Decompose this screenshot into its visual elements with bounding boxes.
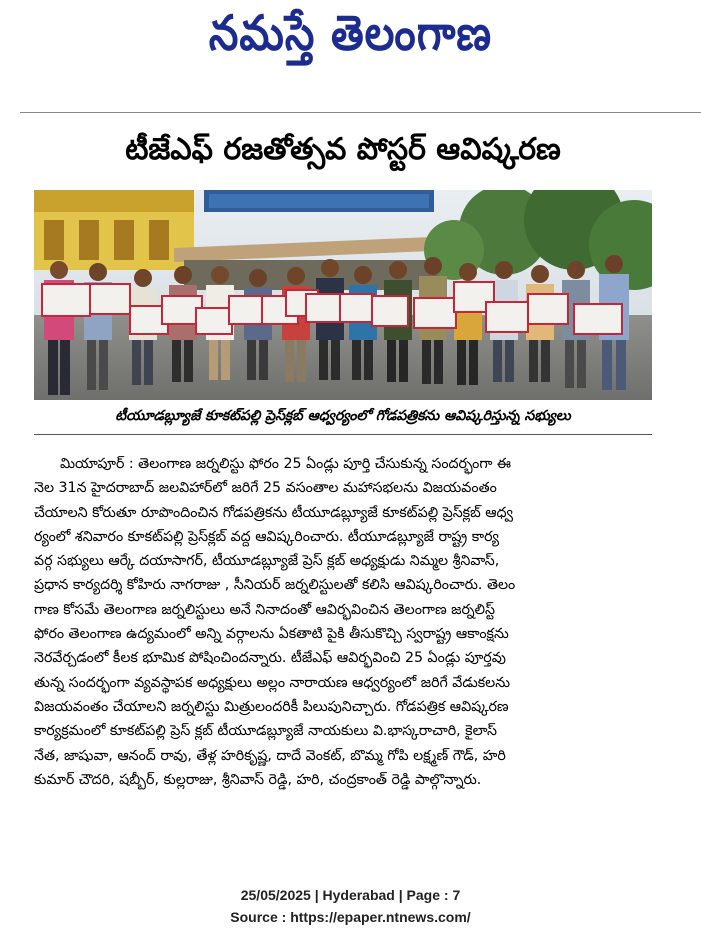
footer-source: Source : https://epaper.ntnews.com/ — [230, 909, 471, 925]
article-line: విజయవంతం చేయాలని జర్నలిస్టు మిత్రులందరికీ పిలుపునిచ్చారు. గోడపత్రిక ఆవిష్కరణ — [34, 698, 509, 715]
article-line: నెరవేర్చడంలో కీలక భూమిక పోషించిందన్నారు. టీజేఎఫ్ ఆవిర్భవించి 25 ఏండ్లు పూర్తవు — [34, 650, 506, 667]
article-headline — [33, 128, 653, 178]
headline-text: టీజేఎఫ్ రజతోత్సవ పోస్టర్ ఆవిష్కరణ — [125, 132, 561, 167]
article-line: గాణ కోసమే తెలంగాణ జర్నలిస్టులు అనే నినాదంతో ఆవిర్భవించిన తెలంగాణ జర్నలిస్ట్ — [34, 601, 495, 618]
article-line: కుమార్ చౌదరి, షబ్బీర్, కుల్లరాజు, శ్రీనివాస్ రెడ్డి, హరి, చంద్రకాంత్ రెడ్డి పాల్గొన్నారు. — [34, 771, 482, 788]
photo-caption — [34, 402, 652, 432]
photo-illustration — [34, 190, 652, 400]
article-line: నెల 31న హైదరాబాద్ జలవిహార్‌లో జరిగే 25 వసంతాల మహాసభలను విజయవంతం — [34, 480, 497, 497]
header-divider — [20, 112, 701, 113]
caption-divider — [34, 434, 652, 435]
article-line: తున్న సందర్భంగా వ్యవస్థాపక అధ్యక్షులు అల్లం నారాయణ ఆధ్వర్యంలో జరిగే వేడుకలను — [34, 674, 511, 691]
article-line: చేయాలని కోరుతూ రూపొందించిన గోడపత్రికను టీయూడబ్ల్యూజే కూకట్‌పల్లి ప్రెస్‌క్లబ్ ఆధ్వ — [34, 504, 513, 521]
article-line: ర్యంలో శనివారం కూకట్‌పల్లి ప్రెస్‌క్లబ్ వద్ద ఆవిష్కరించారు. టీయూడబ్ల్యూజే రాష్ట్ర కార్య — [34, 528, 499, 545]
article-line: ఫోరం తెలంగాణ ఉద్యమంలో అన్ని వర్గాలను ఏకతాటి పైకి తీసుకొచ్చి స్వరాష్ట్ర ఆకాంక్షను — [34, 626, 509, 643]
footer-date-location: 25/05/2025 | Hyderabad | Page : 7 — [240, 887, 461, 903]
masthead-title: నమస్తే తెలంగాణ — [208, 4, 493, 61]
article-line: వర్గ సభ్యులు ఆర్కే దయాసాగర్, టీయూడబ్ల్యూజే ప్రెస్ క్లబ్ అధ్యక్షుడు నిమ్మల శ్రీనివాస్, — [34, 553, 500, 570]
masthead-logo — [0, 4, 701, 70]
article-line: కార్యక్రమంలో కూకట్‌పల్లి ప్రెస్ క్లబ్ టీయూడబ్ల్యూజే నాయకులు వి.భాస్కరాచారి, కైలాస్ — [34, 723, 497, 740]
news-photo — [34, 190, 652, 400]
article-line: నేత, జాషువా, ఆనంద్ రావు, తేళ్ల హరికృష్ణ, దాదే వెంకట్, బొమ్మ గోపి లక్ష్మణ్ గౌడ్, హరి — [34, 747, 506, 764]
article-body — [34, 452, 656, 832]
article-line: ప్రధాన కార్యదర్శి కోహిరు నాగరాజు , సీనియర్ జర్నలిస్టులతో కలిసి ఆవిష్కరించారు. తెలం — [34, 577, 516, 594]
photo-caption-text: టీయూడబ్ల్యూజే కూకట్‌పల్లి ప్రెస్‌క్లబ్ ఆధ్వర్యంలో గోడపత్రికను ఆవిష్కరిస్తున్న సభ్యులు — [115, 407, 571, 424]
page-footer — [0, 884, 701, 928]
article-line: మియాపూర్ : తెలంగాణ జర్నలిస్టు ఫోరం 25 ఏండ్లు పూర్తి చేసుకున్న సందర్భంగా ఈ — [60, 456, 512, 472]
